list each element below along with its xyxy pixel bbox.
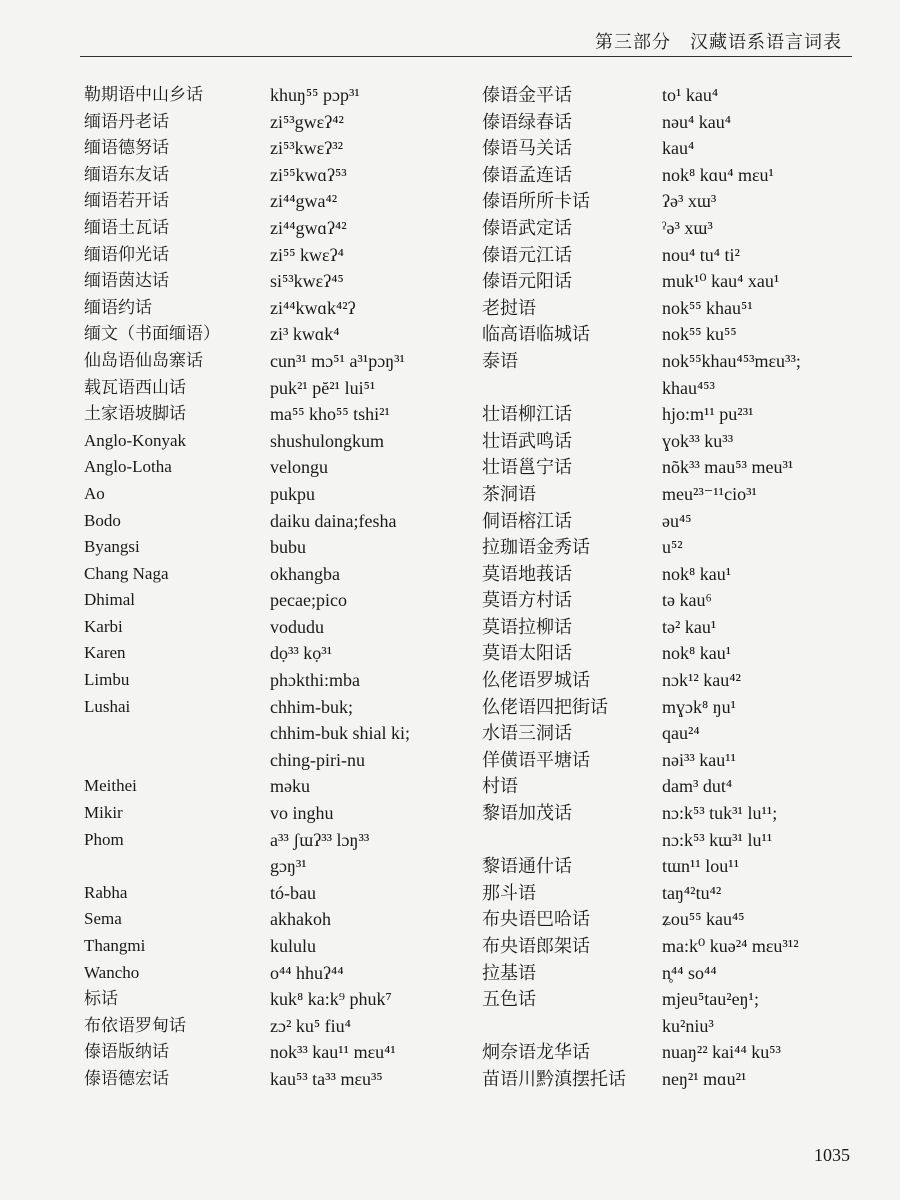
language-name: 老挝语 — [482, 297, 536, 318]
word-form: chhim-buk shial ki; — [270, 723, 410, 744]
word-form: nok³³ kau¹¹ mɛu⁴¹ — [270, 1042, 396, 1063]
language-name — [482, 375, 652, 402]
language-name: 缅语约话 — [84, 297, 152, 317]
word-form: tó-bau — [270, 882, 316, 903]
language-name: 傣语金平话 — [482, 85, 572, 105]
language-name: Karen — [84, 643, 126, 663]
language-name: 缅文（书面缅语） — [84, 324, 220, 344]
language-name: 傣语德宏话 — [84, 1068, 169, 1088]
word-form: tə² kau¹ — [662, 616, 717, 637]
language-name: 缅语丹老话 — [84, 111, 169, 131]
word-form: hjo:m¹¹ pu²³¹ — [662, 404, 754, 425]
language-name: 布央语巴哈话 — [482, 909, 590, 930]
language-name: 侗语榕江话 — [482, 510, 572, 531]
language-name: 傣语武定话 — [482, 217, 572, 238]
language-name: 水语三洞话 — [482, 723, 572, 744]
word-form: bubu — [270, 537, 306, 558]
word-form: nok⁵⁵ khau⁵¹ — [662, 297, 753, 318]
language-name: 莫语拉柳话 — [482, 616, 572, 637]
language-name: 泰语 — [482, 350, 518, 371]
language-column-right — [482, 82, 652, 1093]
header-text: 第三部分 汉藏语系语言词表 — [595, 32, 842, 52]
language-name: Sema — [84, 909, 122, 929]
language-name: 布依语罗甸话 — [84, 1015, 186, 1035]
word-form: mɣɔk⁸ ŋu¹ — [662, 696, 737, 717]
word-form: velongu — [270, 457, 328, 478]
word-form: nəi³³ kau¹¹ — [662, 749, 737, 770]
word-form: phɔkthi:mba — [270, 670, 360, 691]
language-name — [84, 720, 259, 747]
word-form: nəu⁴ kau⁴ — [662, 111, 732, 132]
language-name: 黎语加茂话 — [482, 803, 572, 824]
word-form: pecae;pico — [270, 590, 347, 611]
word-form: ching-piri-nu — [270, 749, 365, 770]
word-form: o⁴⁴ hhuʔ⁴⁴ — [270, 962, 344, 983]
form-column-right — [662, 82, 862, 1093]
language-name: 傣语绿春话 — [482, 111, 572, 132]
language-name: 佯僙语平塘话 — [482, 749, 590, 770]
language-name: 壮语柳江话 — [482, 404, 572, 425]
word-form: mjeu⁵tau²eŋ¹; — [662, 989, 759, 1010]
word-form: puk²¹ pĕ²¹ lui⁵¹ — [270, 377, 376, 398]
word-form: dọ³³ kọ³¹ — [270, 643, 333, 664]
word-form: nɔ:k⁵³ kɯ³¹ lu¹¹ — [662, 829, 773, 850]
word-form: chhim-buk; — [270, 696, 353, 717]
language-name — [482, 1013, 652, 1040]
word-form: ma:k⁰ kuə²⁴ mɛu³¹² — [662, 936, 799, 956]
word-form: neŋ²¹ mɑu²¹ — [662, 1068, 747, 1089]
running-header — [80, 20, 852, 57]
language-name — [84, 747, 259, 774]
language-name: 仫佬语罗城话 — [482, 670, 590, 691]
word-form: zɔ² ku⁵ fiu⁴ — [270, 1015, 351, 1036]
language-name: 壮语邕宁话 — [482, 457, 572, 478]
language-name: Meithei — [84, 776, 137, 796]
language-name: 缅语德努话 — [84, 138, 169, 158]
language-name: Phom — [84, 829, 124, 849]
language-name: 仫佬语四把街话 — [482, 696, 608, 717]
language-name: 拉珈语金秀话 — [482, 537, 590, 558]
language-name: Anglo-Lotha — [84, 457, 172, 477]
language-name: 莫语地莪话 — [482, 563, 572, 584]
language-name — [84, 853, 259, 880]
language-name: 载瓦语西山话 — [84, 377, 186, 397]
language-name: 缅语茵达话 — [84, 271, 169, 291]
word-form: meu²³⁻¹¹cio³¹ — [662, 483, 757, 504]
language-name: Thangmi — [84, 936, 146, 955]
language-name: Rabha — [84, 882, 128, 902]
word-form: zi⁴⁴gwɑʔ⁴² — [270, 217, 347, 238]
language-name: 标话 — [84, 989, 118, 1009]
language-name: 莫语方村话 — [482, 590, 572, 611]
language-name: 傣语孟连话 — [482, 164, 572, 185]
language-name: 苗语川黔滇摆托话 — [482, 1068, 626, 1089]
language-name: Byangsi — [84, 537, 140, 557]
word-form: ku²niu³ — [662, 1015, 714, 1036]
word-form: zi⁵³gwɛʔ⁴² — [270, 111, 344, 132]
word-form: nõk³³ mau⁵³ meu³¹ — [662, 457, 794, 478]
language-name: 勒期语中山乡话 — [84, 85, 203, 104]
language-name: 临高语临城话 — [482, 324, 590, 345]
form-column-left — [270, 82, 470, 1093]
language-name: 仙岛语仙岛寨话 — [84, 350, 203, 370]
word-form: kau⁵³ ta³³ mɛu³⁵ — [270, 1068, 383, 1089]
language-name: 傣语元江话 — [482, 244, 572, 265]
language-name: Limbu — [84, 670, 130, 690]
word-form: əu⁴⁵ — [662, 510, 692, 531]
word-form: to¹ kau⁴ — [662, 85, 719, 105]
word-form: kululu — [270, 936, 317, 956]
language-name: 缅语若开话 — [84, 191, 169, 211]
language-name: 缅语仰光话 — [84, 244, 169, 264]
word-form: cun³¹ mɔ⁵¹ a³¹pɔŋ³¹ — [270, 350, 405, 371]
language-name: 村语 — [482, 776, 518, 797]
word-form: nɔ:k⁵³ tuk³¹ lu¹¹; — [662, 803, 778, 824]
word-form: taŋ⁴²tu⁴² — [662, 882, 722, 903]
page-number: 1035 — [814, 1145, 850, 1165]
language-name: 拉基语 — [482, 962, 536, 983]
word-form: qau²⁴ — [662, 723, 700, 744]
word-form: gɔŋ³¹ — [270, 856, 307, 877]
word-form: vodudu — [270, 616, 324, 637]
word-form: tɯn¹¹ lou¹¹ — [662, 856, 740, 877]
language-name: 炯奈语龙华话 — [482, 1042, 590, 1063]
word-form: ma⁵⁵ kho⁵⁵ tshi²¹ — [270, 404, 390, 425]
language-name: 土家语坡脚话 — [84, 404, 186, 424]
language-name: 那斗语 — [482, 882, 536, 903]
word-form: tə kau⁶ — [662, 590, 712, 611]
word-form: shushulongkum — [270, 430, 385, 451]
word-form: nok⁵⁵khau⁴⁵³mɛu³³; — [662, 350, 801, 371]
language-name: 布央语郎架话 — [482, 936, 590, 956]
language-name: Chang Naga — [84, 563, 169, 583]
word-form: si⁵³kwɛʔ⁴⁵ — [270, 271, 344, 292]
word-form: nok⁸ kau¹ — [662, 563, 732, 584]
word-form: nuaŋ²² kai⁴⁴ ku⁵³ — [662, 1042, 781, 1063]
language-name: Bodo — [84, 510, 121, 530]
word-form: vo inghu — [270, 803, 334, 824]
language-name: 缅语东友话 — [84, 164, 169, 184]
word-form: zi⁴⁴gwa⁴² — [270, 191, 338, 212]
word-form: ʔə³ xɯ³ — [662, 191, 717, 212]
word-form: nok⁵⁵ ku⁵⁵ — [662, 324, 737, 345]
word-form: zi⁴⁴kwɑk⁴²ʔ — [270, 297, 356, 318]
language-name: Mikir — [84, 803, 123, 823]
word-form: ʑou⁵⁵ kau⁴⁵ — [662, 909, 745, 930]
word-form: pukpu — [270, 483, 315, 504]
language-name: 傣语马关话 — [482, 138, 572, 159]
word-form: kau⁴ — [662, 138, 695, 159]
word-form: kuk⁸ ka:k⁹ phuk⁷ — [270, 989, 392, 1010]
word-form: zi⁵⁵ kwɛʔ⁴ — [270, 244, 344, 265]
language-name: 莫语太阳话 — [482, 643, 572, 664]
language-name: Wancho — [84, 962, 140, 982]
language-name: 缅语土瓦话 — [84, 217, 169, 237]
word-form: nok⁸ kɑu⁴ mɛu¹ — [662, 164, 774, 185]
word-form: zi⁵⁵kwɑʔ⁵³ — [270, 164, 347, 185]
word-form: daiku daina;fesha — [270, 510, 397, 531]
language-name: 傣语所所卡话 — [482, 191, 590, 212]
word-form: ˀə³ xɯ³ — [662, 217, 713, 238]
language-name: 五色话 — [482, 989, 536, 1010]
word-form: n̥⁴⁴ so⁴⁴ — [662, 962, 717, 983]
language-name: Ao — [84, 483, 105, 503]
word-form: khuŋ⁵⁵ pɔp³¹ — [270, 85, 360, 105]
word-form: nok⁸ kau¹ — [662, 643, 732, 664]
language-name: Lushai — [84, 696, 131, 716]
language-name: Anglo-Konyak — [84, 430, 186, 450]
language-column-left — [84, 82, 259, 1093]
language-name: 傣语版纳话 — [84, 1042, 169, 1062]
language-name: 茶洞语 — [482, 483, 536, 504]
word-form: dam³ dut⁴ — [662, 776, 733, 797]
word-form: a³³ ʃɯʔ³³ lɔŋ³³ — [270, 829, 370, 850]
word-form: məku — [270, 776, 310, 797]
language-name: 傣语元阳话 — [482, 271, 572, 292]
word-form: okhangba — [270, 563, 340, 584]
word-form: zi³ kwɑk⁴ — [270, 324, 340, 345]
word-form: u⁵² — [662, 537, 683, 558]
word-form: nɔk¹² kau⁴² — [662, 670, 741, 691]
word-form: zi⁵³kwɛʔ³² — [270, 138, 344, 159]
language-name: 黎语通什话 — [482, 856, 572, 877]
language-name: Dhimal — [84, 590, 135, 610]
language-name: 壮语武鸣话 — [482, 430, 572, 451]
word-form: khau⁴⁵³ — [662, 377, 715, 398]
word-form: muk¹⁰ kau⁴ xau¹ — [662, 271, 780, 292]
word-form: nou⁴ tu⁴ ti² — [662, 244, 740, 265]
language-name: Karbi — [84, 616, 123, 636]
word-form: ɣok³³ ku³³ — [662, 430, 734, 451]
word-form: akhakoh — [270, 909, 331, 930]
language-name — [482, 827, 652, 854]
